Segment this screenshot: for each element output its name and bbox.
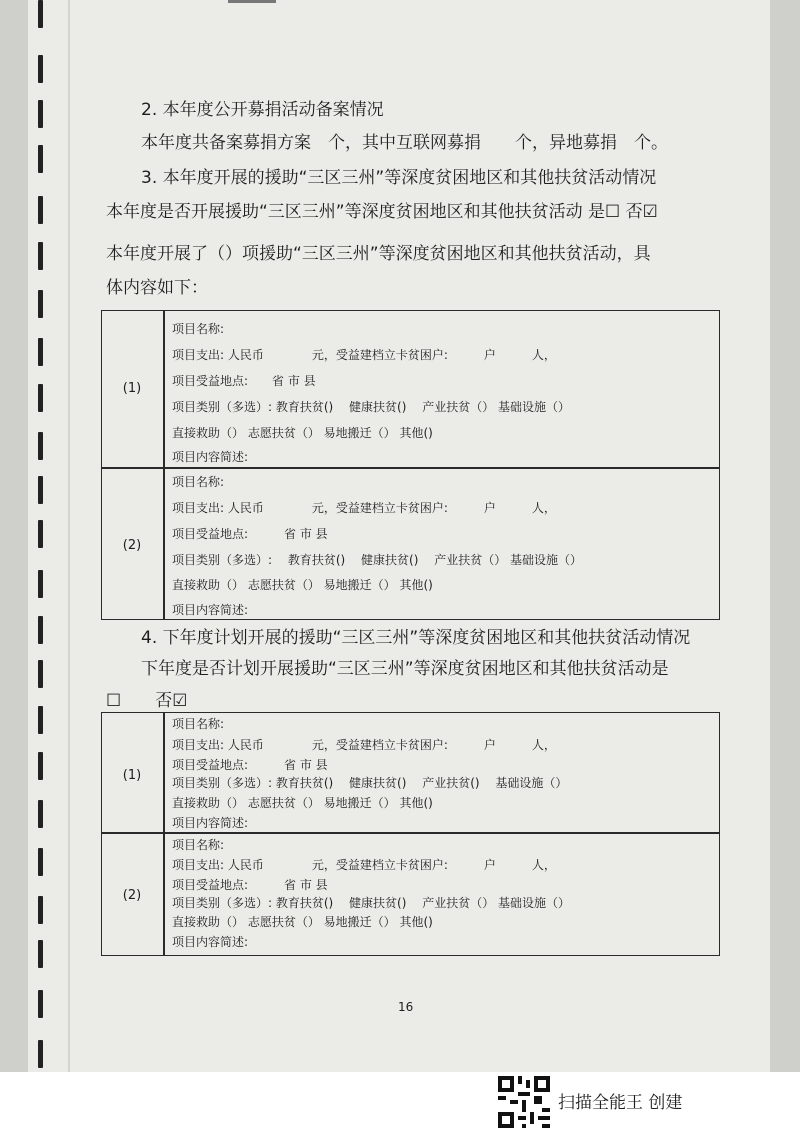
project-desc-label: 项目内容简述: (172, 603, 249, 617)
binder-hole (38, 848, 43, 876)
binder-hole (38, 570, 43, 598)
project-expense-line: 项目支出: 人民币 元，受益建档立卡贫困户: 户 人， (172, 348, 556, 362)
section3-count-line: 本年度开展了（）项援助“三区三州”等深度贫困地区和其他扶贫活动，具 (106, 244, 651, 264)
binder-hole (38, 706, 43, 734)
project-name-label: 项目名称: (172, 838, 225, 852)
binder-hole (38, 660, 43, 688)
binder-hole (38, 1040, 43, 1068)
binder-hole (38, 196, 43, 224)
project-category-line2: 直接救助（） 志愿扶贫（） 易地搬迁（） 其他() (172, 915, 433, 929)
section2-heading: 2. 本年度公开募捐活动备案情况 (141, 100, 384, 120)
section4-heading: 4. 下年度计划开展的援助“三区三州”等深度贫困地区和其他扶贫活动情况 (141, 628, 691, 648)
binder-hole (38, 384, 43, 412)
project-location-line: 项目受益地点: 省 市 县 (172, 374, 316, 388)
binder-hole (38, 55, 43, 83)
binder-hole (38, 100, 43, 128)
table-row-divider (101, 467, 720, 469)
row-number: (1) (122, 381, 142, 396)
top-edge-mark (228, 0, 276, 3)
project-category-line2: 直接救助（） 志愿扶贫（） 易地搬迁（） 其他() (172, 578, 433, 592)
table-row-divider (101, 832, 720, 834)
project-expense-line: 项目支出: 人民币 元，受益建档立卡贫困户: 户 人， (172, 501, 556, 515)
binder-hole (38, 0, 43, 28)
binder-hole (38, 800, 43, 828)
section4-question: 下年度是否计划开展援助“三区三州”等深度贫困地区和其他扶贫活动是 (141, 659, 669, 679)
project-name-label: 项目名称: (172, 717, 225, 731)
table-divider (163, 712, 165, 956)
row-number: (2) (122, 538, 142, 553)
project-desc-label: 项目内容简述: (172, 935, 249, 949)
project-name-label: 项目名称: (172, 322, 225, 336)
section4-answer: ☐ 否☑ (106, 691, 188, 711)
project-category-line: 项目类别（多选）: 教育扶贫() 健康扶贫() 产业扶贫（） 基础设施（） (172, 896, 571, 910)
project-category-line2: 直接救助（） 志愿扶贫（） 易地搬迁（） 其他() (172, 426, 433, 440)
row-number: (1) (122, 768, 142, 783)
project-category-line: 项目类别（多选）: 教育扶贫() 健康扶贫() 产业扶贫（） 基础设施（） (172, 400, 571, 414)
section3-heading: 3. 本年度开展的援助“三区三州”等深度贫困地区和其他扶贫活动情况 (141, 168, 657, 188)
section3-question: 本年度是否开展援助“三区三州”等深度贫困地区和其他扶贫活动 是☐ 否☑ (106, 202, 658, 222)
page-number: 16 (398, 1000, 414, 1014)
project-category-line2: 直接救助（） 志愿扶贫（） 易地搬迁（） 其他() (172, 796, 433, 810)
binder-hole (38, 338, 43, 366)
binder-hole (38, 520, 43, 548)
binder-hole (38, 432, 43, 460)
binder-hole (38, 752, 43, 780)
binder-hole (38, 896, 43, 924)
project-expense-line: 项目支出: 人民币 元，受益建档立卡贫困户: 户 人， (172, 738, 556, 752)
binder-hole (38, 290, 43, 318)
project-desc-label: 项目内容简述: (172, 816, 249, 830)
project-category-line: 项目类别（多选）: 教育扶贫() 健康扶贫() 产业扶贫() 基础设施（） (172, 776, 568, 790)
project-category-line: 项目类别（多选）: 教育扶贫() 健康扶贫() 产业扶贫（） 基础设施（） (172, 553, 583, 567)
section2-line: 本年度共备案募捐方案 个，其中互联网募捐 个，异地募捐 个。 (141, 133, 668, 153)
section3-count-line2: 体内容如下： (106, 278, 208, 298)
project-location-line: 项目受益地点: 省 市 县 (172, 878, 328, 892)
binder-hole (38, 145, 43, 173)
scanner-app-label: 扫描全能王 创建 (558, 1093, 683, 1113)
binder-hole (38, 476, 43, 504)
binder-hole (38, 990, 43, 1018)
qr-code-icon (498, 1076, 550, 1128)
project-location-line: 项目受益地点: 省 市 县 (172, 758, 328, 772)
binder-hole (38, 242, 43, 270)
row-number: (2) (122, 888, 142, 903)
binder-hole (38, 940, 43, 968)
binder-hole (38, 616, 43, 644)
project-location-line: 项目受益地点: 省 市 县 (172, 527, 328, 541)
project-name-label: 项目名称: (172, 475, 225, 489)
project-expense-line: 项目支出: 人民币 元，受益建档立卡贫困户: 户 人， (172, 858, 556, 872)
page-fold-shadow (68, 0, 70, 1072)
project-desc-label: 项目内容简述: (172, 450, 249, 464)
table-divider (163, 310, 165, 620)
